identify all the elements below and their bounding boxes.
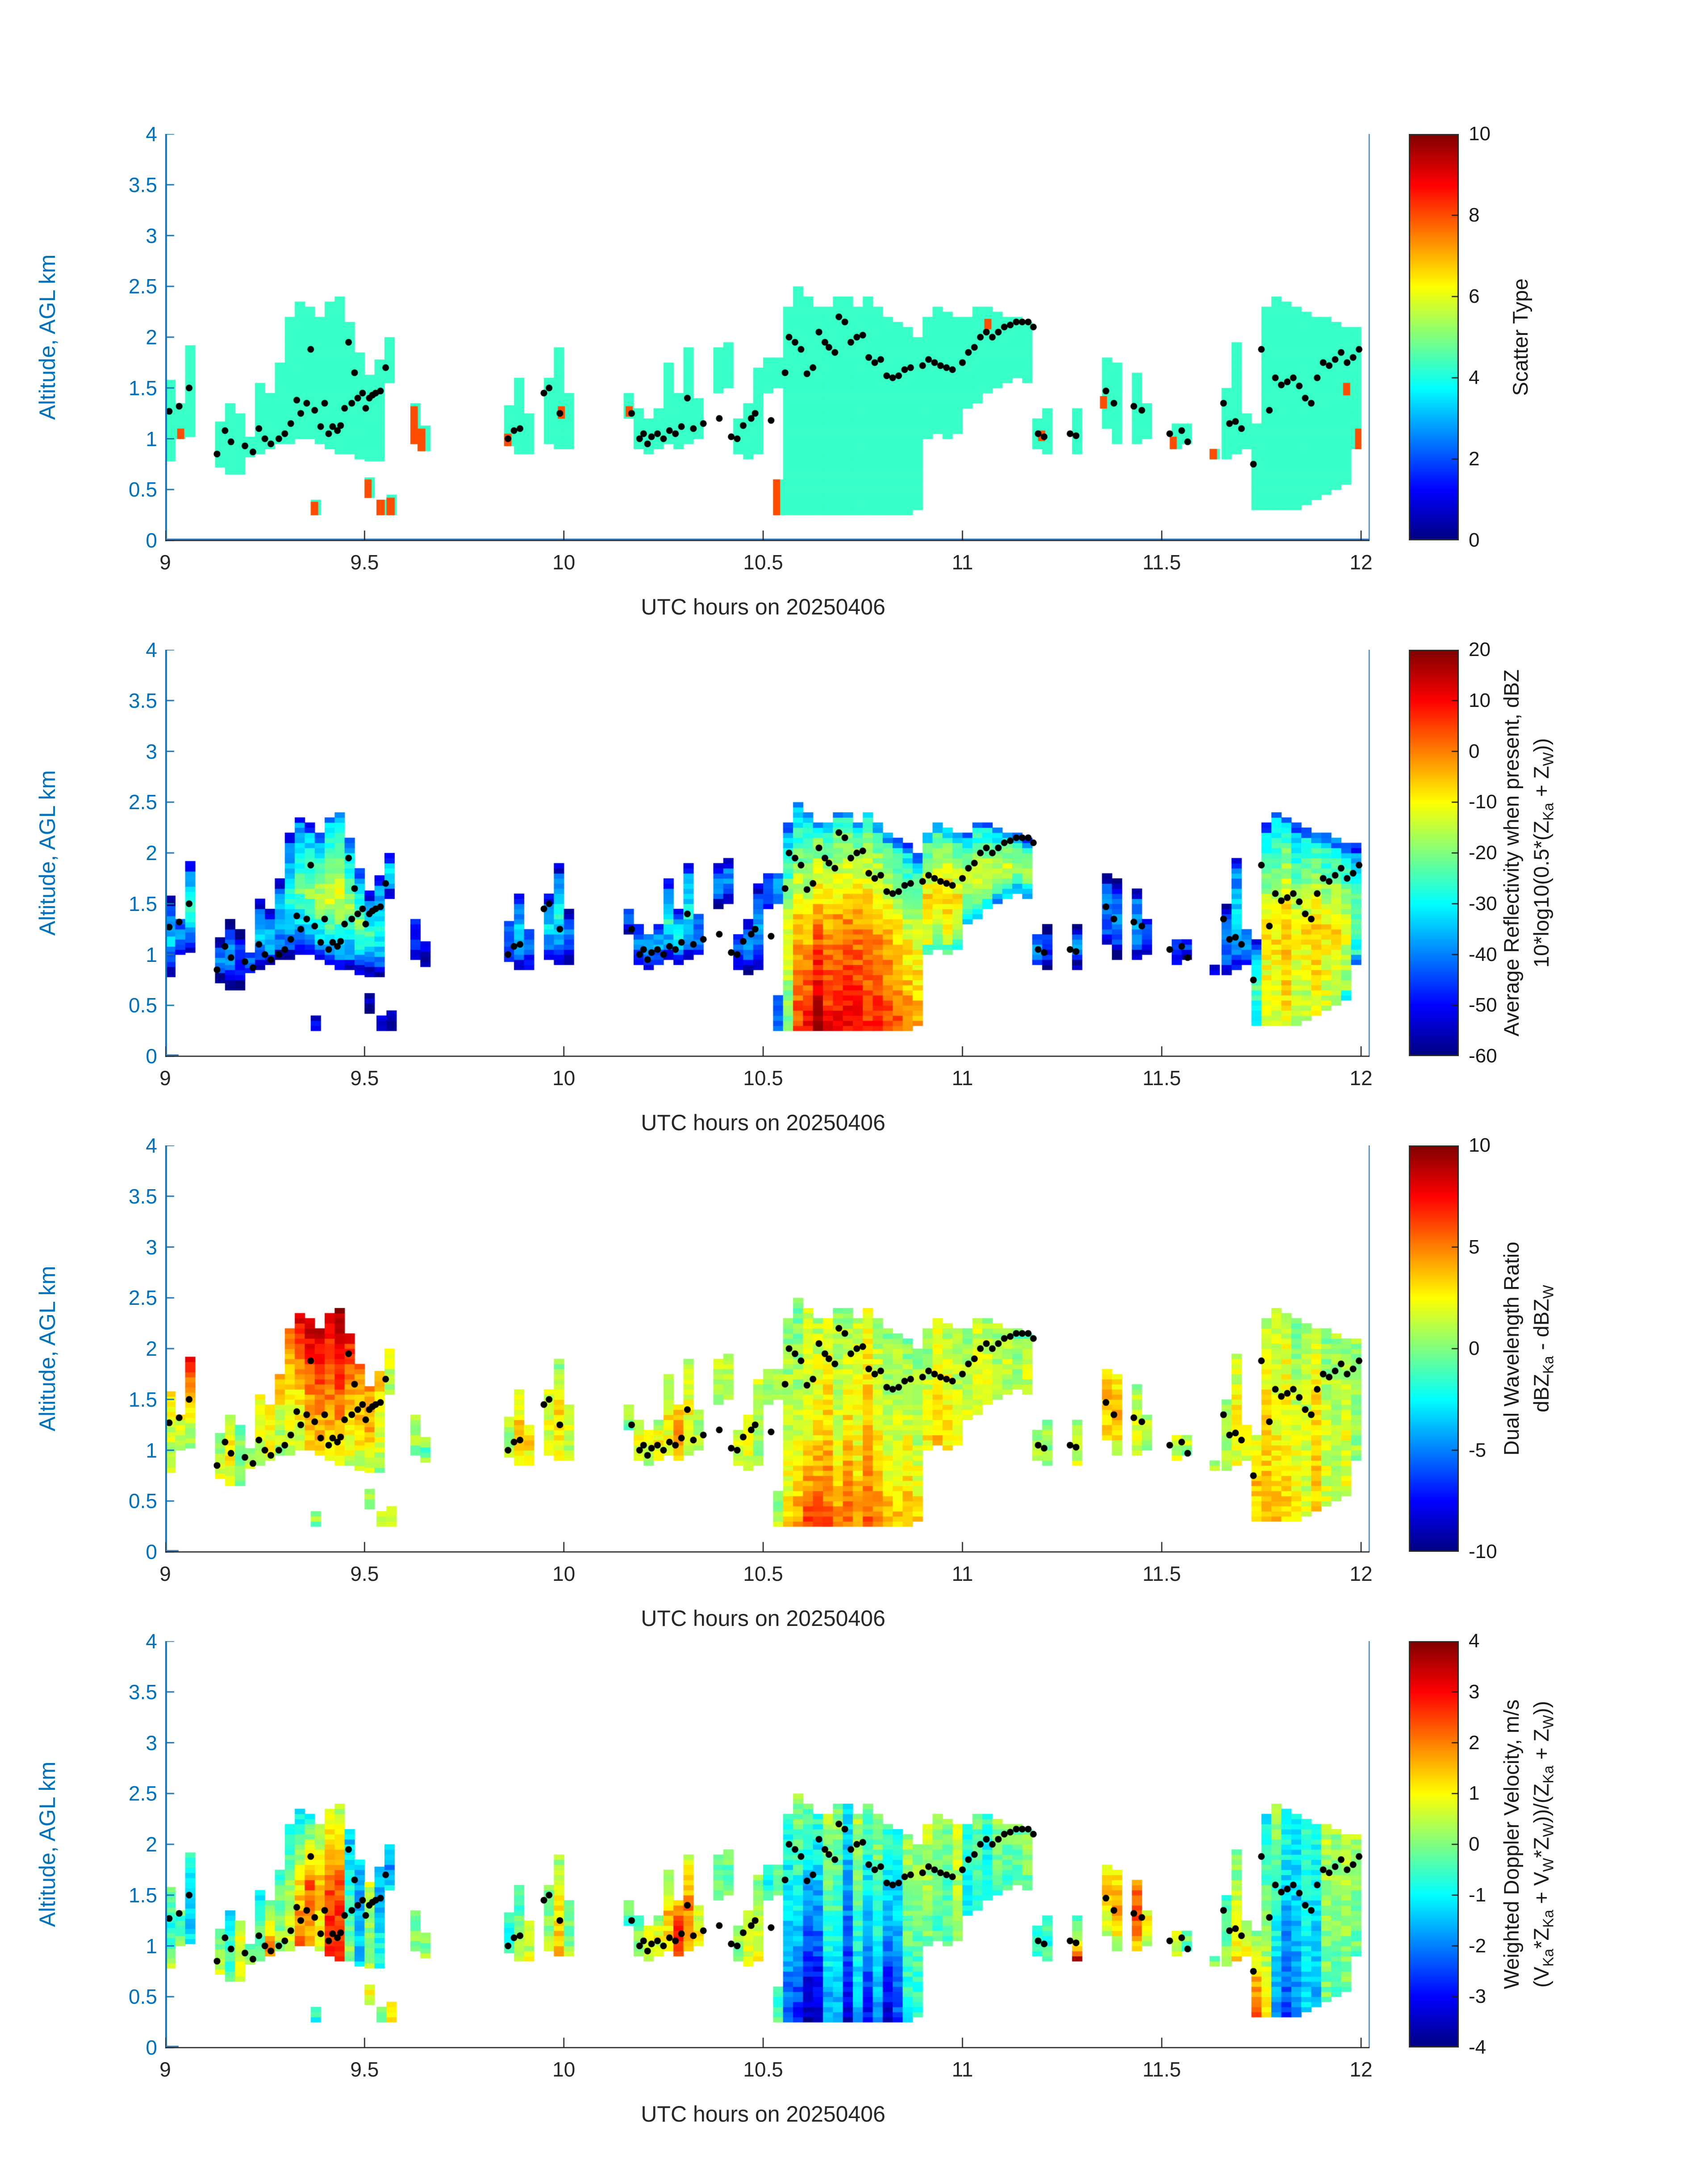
y-tick-label: 3.5 [129,689,157,712]
x-tick-label: 12 [1349,1562,1373,1585]
y-tick-label: 4 [146,638,157,661]
y-tick-label: 4 [146,1630,157,1653]
y-tick-label: 1 [146,943,157,966]
y-tick-label: 0.5 [129,478,157,501]
x-tick-label: 10 [552,1562,576,1585]
colorbar-label: Weighted Doppler Velocity, m/s [1499,1699,1523,1989]
colorbar-tick-label: -30 [1469,892,1497,915]
y-tick-label: 4 [146,122,157,146]
y-tick-label: 3 [146,1731,157,1755]
y-tick-label: 0 [146,529,157,552]
colorbar-tick-label: 8 [1469,204,1480,226]
x-tick-label: 9 [159,551,171,574]
y-tick-label: 1.5 [129,376,157,400]
y-tick-label: 2 [146,841,157,865]
scatter-type-heatmap [165,134,1372,553]
y-tick-label: 0.5 [129,1489,157,1513]
colorbar-tick-label: -1 [1469,1884,1487,1906]
colorbar-tick-label: 6 [1469,285,1480,307]
colorbar-tick-label: 0 [1469,1833,1480,1855]
y-tick-label: 3 [146,224,157,247]
colorbar-tick-label: 10 [1469,123,1491,145]
colorbar-tick-label: -5 [1469,1439,1487,1461]
colorbar-tick-label: -10 [1469,791,1497,813]
x-tick-label: 9 [159,2058,171,2081]
y-axis-label: Altitude, AGL km [35,1266,60,1432]
y-axis-label: Altitude, AGL km [35,254,60,420]
colorbar-tick-label: -2 [1469,1935,1487,1957]
y-tick-label: 2.5 [129,790,157,814]
y-tick-label: 0 [146,1540,157,1563]
y-tick-label: 2.5 [129,275,157,298]
x-tick-label: 10 [552,2058,576,2081]
x-tick-label: 11 [952,1562,973,1585]
x-tick-label: 11 [952,2058,973,2081]
colorbar-tick-label: 1 [1469,1782,1480,1805]
x-tick-label: 11.5 [1142,551,1181,574]
y-tick-label: 1.5 [129,892,157,915]
colorbar-label: $10*\log 10(0.5*(Z_{Ka} + Z_W))$ [1529,738,1557,968]
y-axis-label: Altitude, AGL km [35,1761,60,1927]
x-tick-label: 12 [1349,2058,1373,2081]
velocity-colorbar [1409,1641,1459,2047]
y-tick-label: 2.5 [129,1782,157,1805]
colorbar-label: Scatter Type [1508,278,1532,396]
y-tick-label: 0.5 [129,1985,157,2009]
x-tick-label: 9.5 [350,1066,379,1090]
colorbar-label: Average Reflectivity when present, dBZ [1499,669,1523,1037]
x-tick-label: 10 [552,551,576,574]
x-tick-label: 10.5 [743,551,783,574]
x-tick-label: 9.5 [350,2058,379,2081]
colorbar-tick-label: -40 [1469,943,1497,965]
dwr-heatmap [165,1145,1372,1564]
x-axis-label: UTC hours on 20250406 [641,2102,885,2127]
colorbar-tick-label: -20 [1469,842,1497,864]
colorbar-tick-label: 10 [1469,689,1491,711]
colorbar-tick-label: 2 [1469,448,1480,470]
x-tick-label: 9 [159,1066,171,1090]
y-tick-label: 0 [146,2036,157,2059]
colorbar-tick-label: 0 [1469,1337,1480,1359]
y-axis-label: Altitude, AGL km [35,770,60,936]
colorbar-tick-label: -4 [1469,2036,1487,2058]
x-tick-label: 12 [1349,551,1373,574]
y-tick-label: 1 [146,1934,157,1958]
x-tick-label: 10.5 [743,1066,783,1090]
x-tick-label: 11.5 [1142,1066,1181,1090]
y-tick-label: 1 [146,1438,157,1462]
x-axis-label: UTC hours on 20250406 [641,1606,885,1631]
x-tick-label: 11.5 [1142,2058,1181,2081]
reflectivity-colorbar [1409,650,1459,1056]
colorbar-tick-label: 2 [1469,1731,1480,1754]
x-tick-label: 11 [952,1066,973,1090]
colorbar-tick-label: 5 [1469,1236,1480,1258]
y-tick-label: 3 [146,1235,157,1259]
scatter-type-colorbar [1409,134,1459,540]
y-tick-label: 3.5 [129,1680,157,1704]
colorbar-tick-label: -10 [1469,1541,1497,1563]
y-tick-label: 0 [146,1045,157,1068]
y-tick-label: 1.5 [129,1883,157,1907]
x-tick-label: 10.5 [743,2058,783,2081]
colorbar-tick-label: 20 [1469,639,1491,660]
colorbar-tick-label: 10 [1469,1134,1491,1156]
y-tick-label: 3.5 [129,173,157,196]
colorbar-label: dBZ$_{Ka}$ - dBZ$_W$ [1529,1285,1557,1412]
x-axis-label: UTC hours on 20250406 [641,1110,885,1135]
colorbar-tick-label: 3 [1469,1680,1480,1703]
y-tick-label: 2 [146,326,157,349]
y-tick-label: 3 [146,740,157,763]
velocity-heatmap [165,1641,1372,2060]
colorbar-tick-label: 4 [1469,367,1480,389]
reflectivity-heatmap [165,650,1372,1069]
colorbar-tick-label: 0 [1469,529,1480,551]
colorbar-tick-label: 0 [1469,740,1480,762]
x-tick-label: 11.5 [1142,1562,1181,1585]
colorbar-label: Dual Wavelength Ratio [1499,1241,1523,1456]
x-tick-label: 9 [159,1562,171,1585]
x-tick-label: 10.5 [743,1562,783,1585]
colorbar-tick-label: 4 [1469,1630,1480,1652]
y-tick-label: 2 [146,1833,157,1856]
colorbar-tick-label: -50 [1469,994,1497,1016]
y-tick-label: 4 [146,1134,157,1157]
y-tick-label: 0.5 [129,994,157,1017]
x-axis-label: UTC hours on 20250406 [641,594,885,619]
colorbar-tick-label: -60 [1469,1045,1497,1067]
y-tick-label: 2.5 [129,1286,157,1310]
y-tick-label: 3.5 [129,1184,157,1208]
x-tick-label: 11 [952,551,973,574]
colorbar-label: $(V_{Ka}*Z_{Ka} + V_W*Z_W))/(Z_{Ka} + Z_W)$) [1529,1701,1557,1988]
y-tick-label: 1.5 [129,1387,157,1411]
x-tick-label: 9.5 [350,1562,379,1585]
y-tick-label: 2 [146,1337,157,1360]
x-tick-label: 10 [552,1066,576,1090]
x-tick-label: 9.5 [350,551,379,574]
dwr-colorbar [1409,1145,1459,1552]
y-tick-label: 1 [146,427,157,451]
x-tick-label: 12 [1349,1066,1373,1090]
colorbar-tick-label: -3 [1469,1985,1487,2008]
